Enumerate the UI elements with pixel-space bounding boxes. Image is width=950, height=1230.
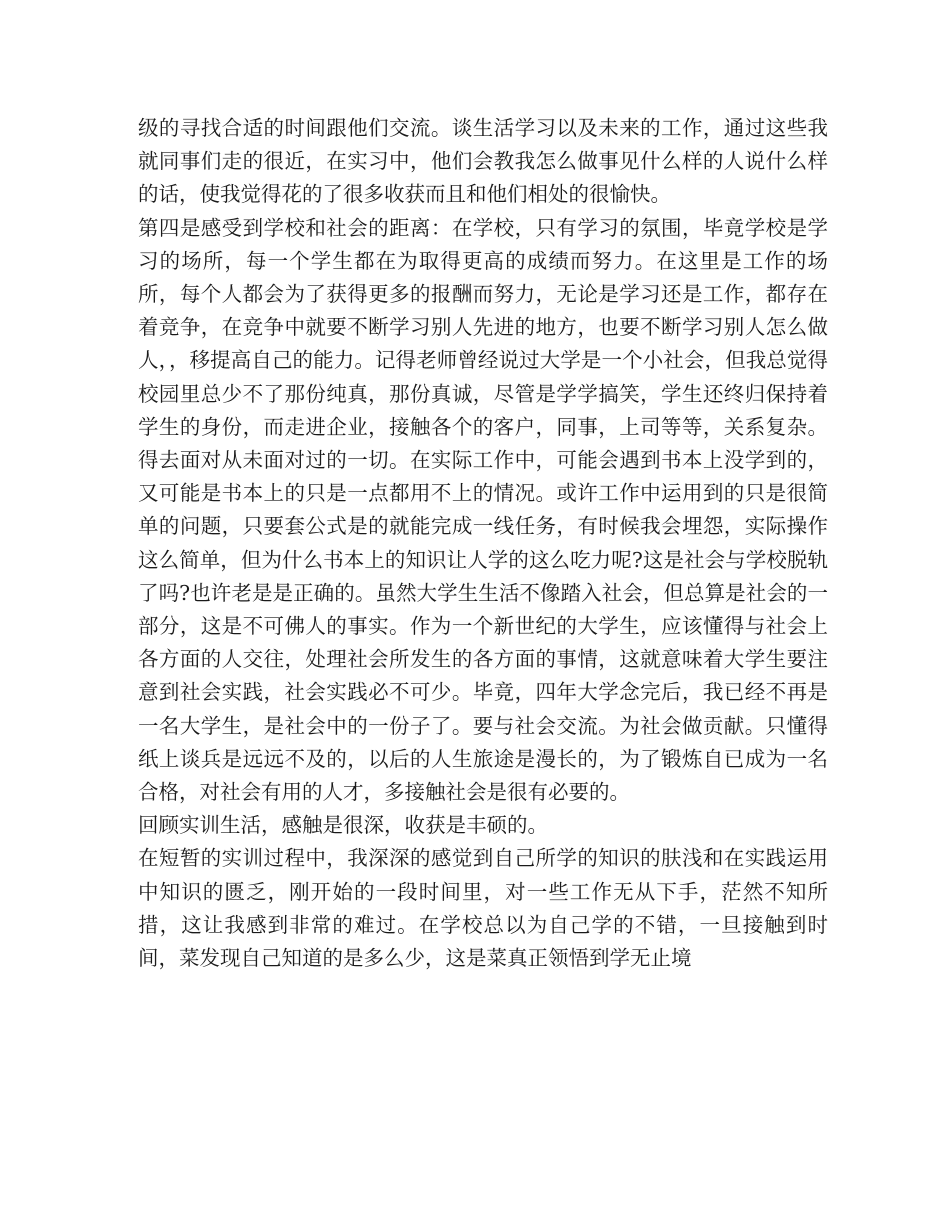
document-body: [138, 112, 828, 975]
paragraph-2: 第四是感受到学校和社会的距离：在学校，只有学习的氛围，毕竟学校是学习的场所，每一个学生都在为取得更高的成绩而努力。在这里是工作的场所，每个人都会为了获得更多的报酬而努力，无论是学习还是工作，都存在着竞争，在竞争中就要不断学习别人先进的地方，也要不断学习别人怎么做人，，移提高自己的能力。记得老师曾经说过大学是一个小社会，但我总觉得校园里总少不了那份纯真，那份真诚，尽管是学学搞笑，学生还终归保持着学生的身份，而走进企业，接触各个的客户，同事，上司等等，关系复杂。得去面对从未面对过的一切。在实际工作中，可能会遇到书本上没学到的，又可能是书本上的只是一点都用不上的情况。或许工作中运用到的只是很简单的问题，只要套公式是的就能完成一线任务，有时候我会埋怨，实际操作这么简单，但为什么书本上的知识让人学的这么吃力呢?这是社会与学校脱轨了吗?也许老是是正确的。虽然大学生生活不像踏入社会，但总算是社会的一部分，这是不可佛人的事实。作为一个新世纪的大学生，应该懂得与社会上各方面的人交往，处理社会所发生的各方面的事情，这就意味着大学生要注意到社会实践，社会实践必不可少。毕竟，四年大学念完后，我已经不再是一名大学生，是社会中的一份子了。要与社会交流。为社会做贡献。只懂得纸上谈兵是远远不及的，以后的人生旅途是漫长的，为了锻炼自已成为一名合格，对社会有用的人才，多接触社会是很有必要的。: [138, 215, 828, 805]
paragraph-3: 回顾实训生活，感触是很深，收获是丰硕的。: [138, 813, 548, 838]
paragraph-1: 级的寻找合适的时间跟他们交流。谈生活学习以及未来的工作，通过这些我就同事们走的很近，在实习中，他们会教我怎么做事见什么样的人说什么样的话，使我觉得花的了很多收获而且和他们相处的很愉快。: [138, 116, 828, 207]
paragraph-4: 在短暂的实训过程中，我深深的感觉到自己所学的知识的肤浅和在实践运用中知识的匮乏，刚开始的一段时间里，对一些工作无从下手，茫然不知所措，这让我感到非常的难过。在学校总以为自己学的不错，一旦接触到时间，菜发现自己知道的是多么少，这是菜真正领悟到学无止境: [138, 846, 828, 971]
